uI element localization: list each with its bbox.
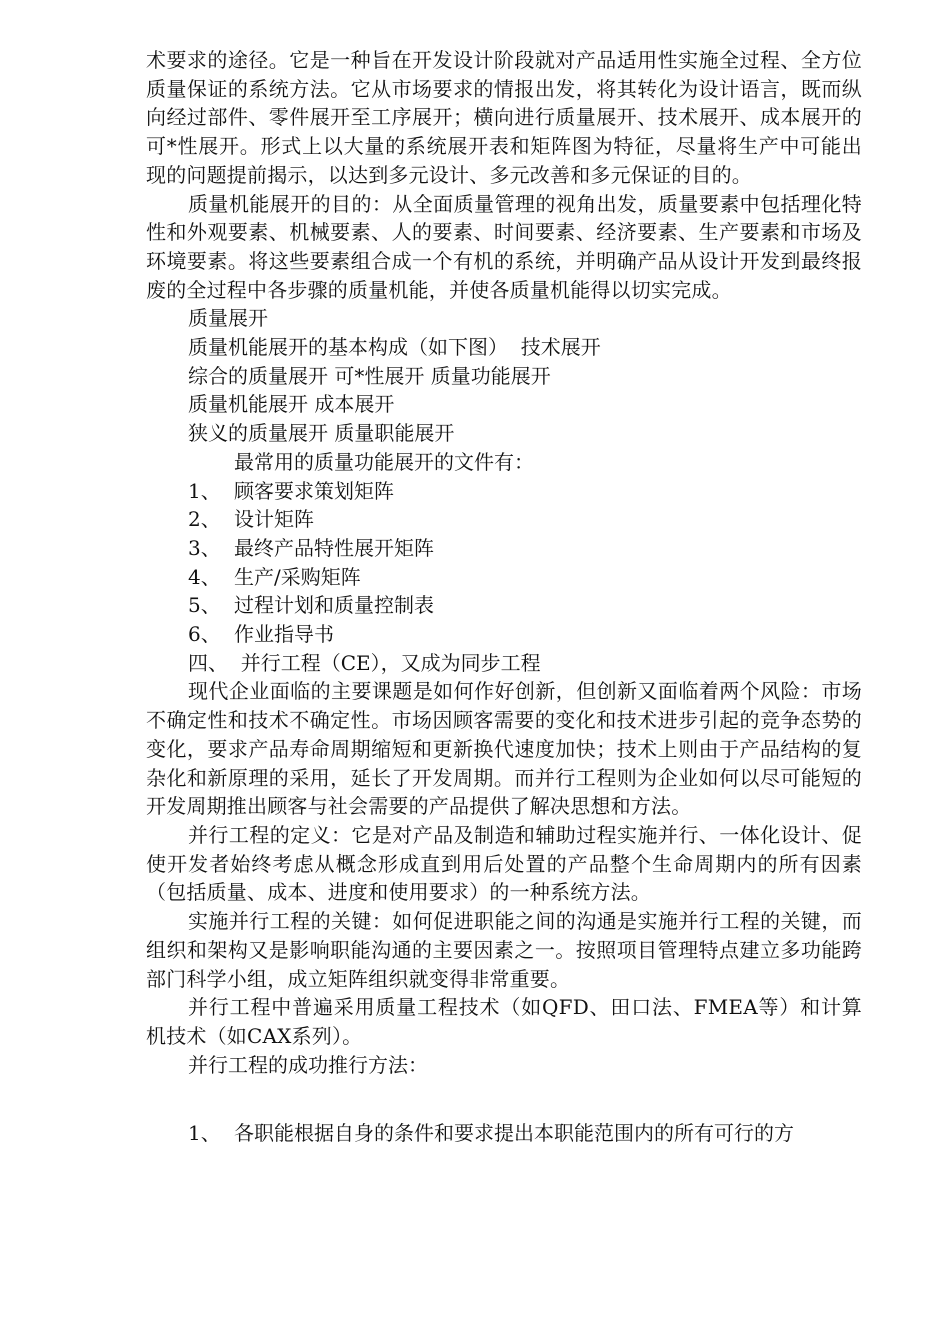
- qfd-description-paragraph: 术要求的途径。它是一种旨在开发设计阶段就对产品适用性实施全过程、全方位质量保证的系统方法。它从市场要求的情报出发，将其转化为设计语言，既而纵向经过部件、零件展开至工序展开；横向进行质量展开、技术展开、成本展开的可*性展开。形式上以大量的系统展开表和矩阵图为特征，尽量将生产中可能出现的问题提前揭示，以达到多元设计、多元改善和多元保证的目的。: [146, 48, 862, 187]
- list-item-text: 过程计划和质量控制表: [234, 593, 434, 618]
- list-item: [146, 591, 862, 620]
- list-item: [146, 534, 862, 563]
- list-item-number: 1、: [188, 478, 221, 503]
- list-item-number: 2、: [188, 507, 221, 532]
- list-item-number: 6、: [188, 622, 221, 647]
- structure-line: 质量机能展开的基本构成（如下图） 技术展开: [188, 335, 601, 360]
- list-item-text: 作业指导书: [234, 622, 334, 647]
- spacer: [146, 1079, 862, 1119]
- list-item-text: 各职能根据自身的条件和要求提出本职能范围内的所有可行的方: [234, 1121, 794, 1146]
- section-heading: 四、 并行工程（CE），又成为同步工程: [188, 650, 541, 675]
- qfd-structure-block: [146, 304, 862, 448]
- list-item-number: 5、: [188, 593, 221, 618]
- list-item-number: 4、: [188, 564, 221, 589]
- list-item-text: 顾客要求策划矩阵: [234, 478, 394, 503]
- list-item: [146, 477, 862, 506]
- list-item-text: 最终产品特性展开矩阵: [234, 535, 434, 560]
- list-item-text: 生产/采购矩阵: [234, 564, 361, 589]
- list-item: [146, 505, 862, 534]
- list-item: [146, 563, 862, 592]
- ce-techniques-paragraph: 并行工程中普遍采用质量工程技术（如QFD、田口法、FMEA等）和计算机技术（如CAX系列）。: [146, 995, 862, 1048]
- qfd-docs-list: [146, 477, 862, 649]
- document-page: [146, 46, 862, 1148]
- qfd-purpose-paragraph: 质量机能展开的目的：从全面质量管理的视角出发，质量要素中包括理化特性和外观要素、机械要素、人的要素、时间要素、经济要素、生产要素和市场及环境要素。将这些要素组合成一个有机的系统，并明确产品从设计开发到最终报废的全过程中各步骤的质量机能，并使各质量机能得以切实完成。: [146, 191, 862, 302]
- ce-definition-paragraph: 并行工程的定义：它是对产品及制造和辅助过程实施并行、一体化设计、促使开发者始终考虑从概念形成直到用后处置的产品整个生命周期内的所有因素（包括质量、成本、进度和使用要求）的一种系统方法。: [146, 822, 862, 905]
- list-item-number: 3、: [188, 535, 221, 560]
- list-item: [146, 1119, 862, 1148]
- list-item: [146, 620, 862, 649]
- ce-methods-intro: 并行工程的成功推行方法：: [188, 1052, 428, 1077]
- ce-background-paragraph: 现代企业面临的主要课题是如何作好创新，但创新又面临着两个风险：市场不确定性和技术不确定性。市场因顾客需要的变化和技术进步引起的竞争态势的变化，要求产品寿命周期缩短和更新换代速度加快；技术上则由于产品结构的复杂化和新原理的采用，延长了开发周期。而并行工程则为企业如何以尽可能短的开发周期推出顾客与社会需要的产品提供了解决思想和方法。: [146, 679, 862, 819]
- structure-line: 综合的质量展开 可*性展开 质量功能展开: [188, 363, 551, 388]
- structure-line: 质量展开: [188, 306, 268, 331]
- ce-key-paragraph: 实施并行工程的关键：如何促进职能之间的沟通是实施并行工程的关键，而组织和架构又是影响职能沟通的主要因素之一。按照项目管理特点建立多功能跨部门科学小组，成立矩阵组织就变得非常重要。: [146, 909, 862, 991]
- structure-line: 质量机能展开 成本展开: [188, 392, 395, 417]
- list-item-number: 1、: [188, 1121, 221, 1146]
- ce-methods-list: [146, 1119, 862, 1148]
- structure-line: 狭义的质量展开 质量职能展开: [188, 421, 455, 446]
- qfd-docs-intro: 最常用的质量功能展开的文件有：: [234, 449, 534, 474]
- list-item-text: 设计矩阵: [234, 507, 314, 532]
